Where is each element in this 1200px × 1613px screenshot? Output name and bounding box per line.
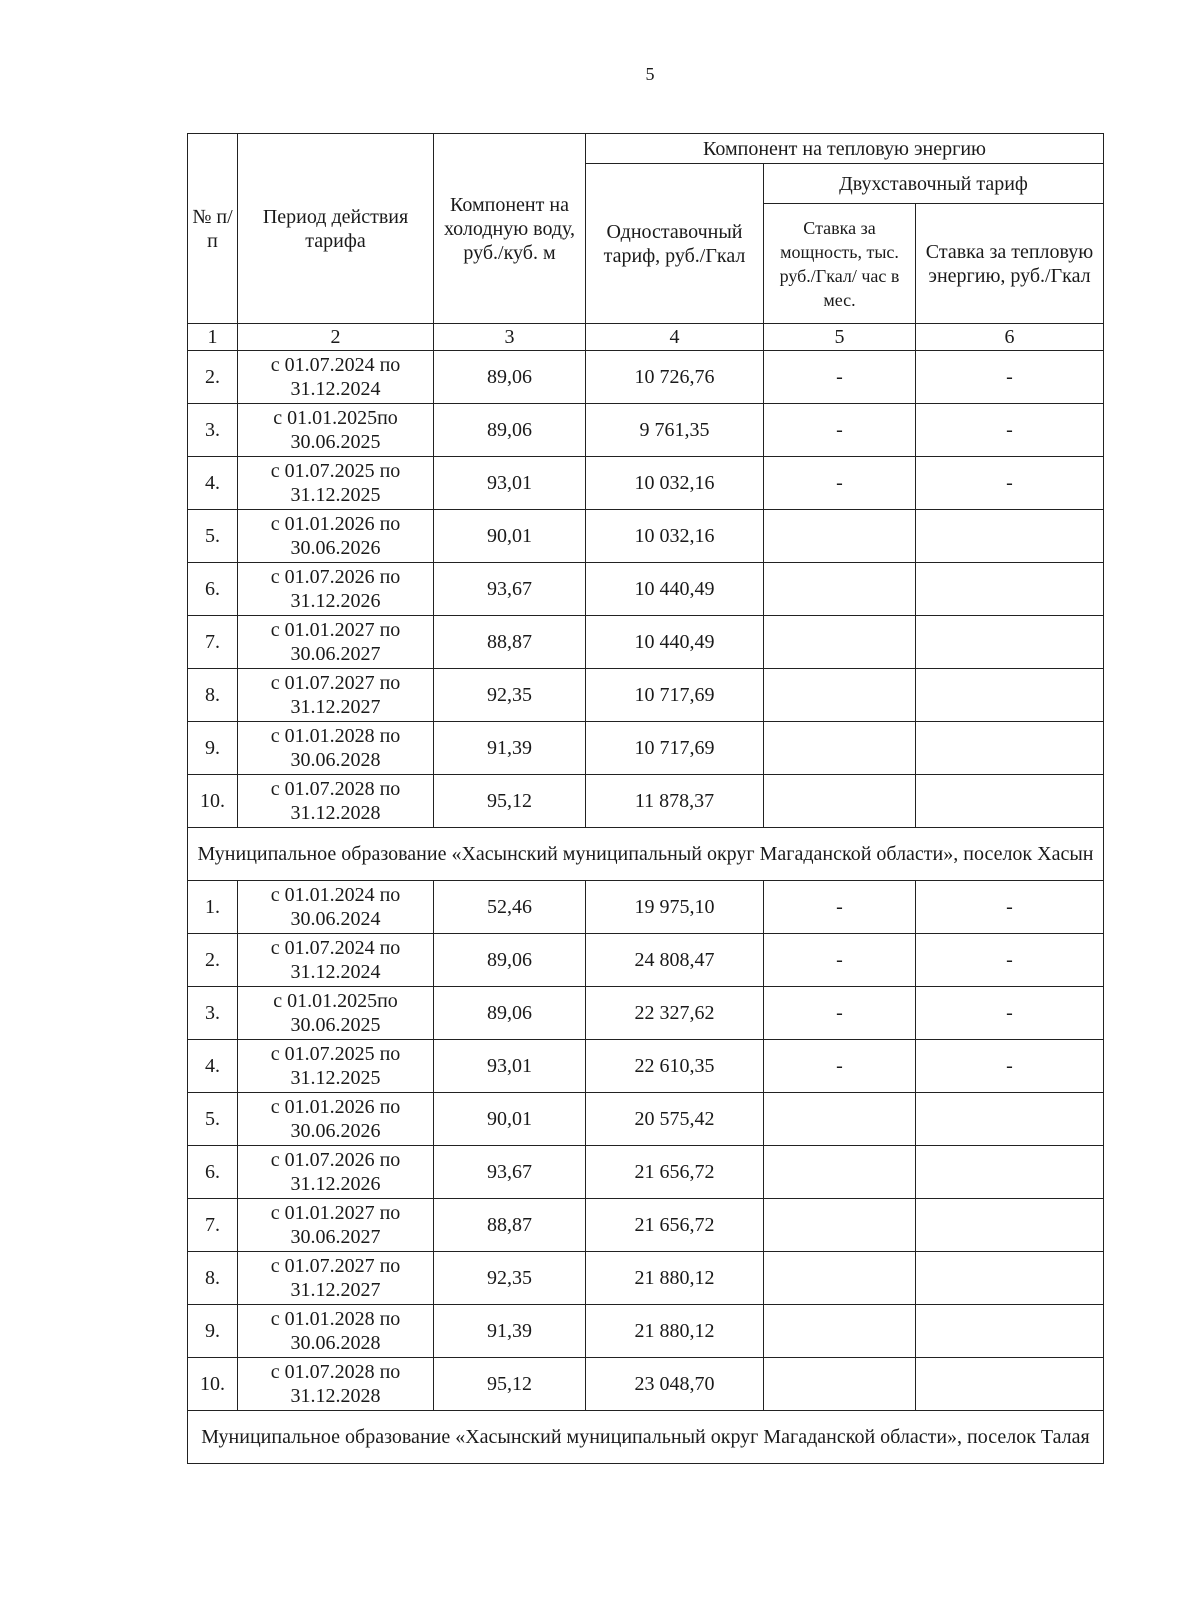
row-cold-water: 93,01 [434, 1040, 586, 1093]
header-cold-water: Компонент на холодную воду, руб./куб. м [434, 134, 586, 324]
column-index: 2 [238, 324, 434, 351]
table-row [188, 1093, 1104, 1146]
row-single-rate: 21 656,72 [586, 1199, 764, 1252]
row-number: 3. [188, 404, 238, 457]
row-period: с 01.07.2024 по 31.12.2024 [238, 351, 434, 404]
table-row [188, 1199, 1104, 1252]
row-period: с 01.07.2026 по 31.12.2026 [238, 563, 434, 616]
row-period: с 01.07.2024 по 31.12.2024 [238, 934, 434, 987]
row-single-rate: 10 440,49 [586, 616, 764, 669]
row-energy-rate: - [916, 987, 1104, 1040]
row-single-rate: 21 880,12 [586, 1252, 764, 1305]
row-single-rate: 9 761,35 [586, 404, 764, 457]
table-row [188, 1040, 1104, 1093]
table-row [188, 457, 1104, 510]
row-number: 10. [188, 1358, 238, 1411]
table-row [188, 775, 1104, 828]
row-single-rate: 10 717,69 [586, 722, 764, 775]
row-power-rate: - [764, 404, 916, 457]
row-cold-water: 90,01 [434, 510, 586, 563]
row-power-rate: - [764, 934, 916, 987]
table-row [188, 1252, 1104, 1305]
table-row [188, 987, 1104, 1040]
column-index: 3 [434, 324, 586, 351]
row-number: 3. [188, 987, 238, 1040]
row-energy-rate [916, 1305, 1104, 1358]
row-number: 5. [188, 510, 238, 563]
row-single-rate: 21 656,72 [586, 1146, 764, 1199]
header-single-rate: Одноставочный тариф, руб./Гкал [586, 164, 764, 324]
column-index: 6 [916, 324, 1104, 351]
row-single-rate: 22 610,35 [586, 1040, 764, 1093]
column-index: 5 [764, 324, 916, 351]
row-single-rate: 22 327,62 [586, 987, 764, 1040]
header-energy-rate: Ставка за тепловую энергию, руб./Гкал [916, 204, 1104, 324]
row-cold-water: 91,39 [434, 722, 586, 775]
row-single-rate: 23 048,70 [586, 1358, 764, 1411]
row-cold-water: 89,06 [434, 351, 586, 404]
section-khasyn: Муниципальное образование «Хасынский муниципальный округ Магаданской области», поселок Хасын [188, 828, 1104, 881]
row-cold-water: 89,06 [434, 404, 586, 457]
row-number: 8. [188, 1252, 238, 1305]
row-cold-water: 52,46 [434, 881, 586, 934]
row-cold-water: 89,06 [434, 987, 586, 1040]
row-number: 7. [188, 616, 238, 669]
row-single-rate: 11 878,37 [586, 775, 764, 828]
row-energy-rate [916, 1146, 1104, 1199]
row-power-rate [764, 1252, 916, 1305]
row-power-rate: - [764, 881, 916, 934]
row-power-rate [764, 1146, 916, 1199]
row-period: с 01.07.2027 по 31.12.2027 [238, 1252, 434, 1305]
row-period: с 01.01.2026 по 30.06.2026 [238, 510, 434, 563]
row-cold-water: 88,87 [434, 1199, 586, 1252]
row-single-rate: 10 440,49 [586, 563, 764, 616]
row-period: с 01.01.2027 по 30.06.2027 [238, 1199, 434, 1252]
row-power-rate [764, 1305, 916, 1358]
row-power-rate [764, 775, 916, 828]
table-row [188, 1358, 1104, 1411]
row-energy-rate: - [916, 404, 1104, 457]
row-period: с 01.07.2027 по 31.12.2027 [238, 669, 434, 722]
header-two-rate: Двухставочный тариф [764, 164, 1104, 204]
row-energy-rate [916, 510, 1104, 563]
row-cold-water: 91,39 [434, 1305, 586, 1358]
row-period: с 01.07.2026 по 31.12.2026 [238, 1146, 434, 1199]
section-row [188, 828, 1104, 881]
row-energy-rate: - [916, 881, 1104, 934]
row-energy-rate [916, 775, 1104, 828]
row-number: 2. [188, 934, 238, 987]
table-row [188, 934, 1104, 987]
table-row [188, 722, 1104, 775]
tariff-table [187, 133, 1104, 1464]
row-energy-rate [916, 563, 1104, 616]
row-number: 7. [188, 1199, 238, 1252]
column-index-row [188, 324, 1104, 351]
row-period: с 01.07.2025 по 31.12.2025 [238, 457, 434, 510]
row-number: 5. [188, 1093, 238, 1146]
row-power-rate [764, 1199, 916, 1252]
row-number: 4. [188, 457, 238, 510]
row-cold-water: 93,01 [434, 457, 586, 510]
row-energy-rate: - [916, 351, 1104, 404]
row-single-rate: 20 575,42 [586, 1093, 764, 1146]
page-number: 5 [645, 64, 655, 84]
row-power-rate [764, 669, 916, 722]
row-period: с 01.01.2028 по 30.06.2028 [238, 722, 434, 775]
row-energy-rate: - [916, 1040, 1104, 1093]
header-heat-component: Компонент на тепловую энергию [586, 134, 1104, 164]
row-energy-rate [916, 1093, 1104, 1146]
table-row [188, 616, 1104, 669]
row-number: 10. [188, 775, 238, 828]
row-cold-water: 92,35 [434, 669, 586, 722]
row-number: 4. [188, 1040, 238, 1093]
row-cold-water: 89,06 [434, 934, 586, 987]
row-period: с 01.01.2026 по 30.06.2026 [238, 1093, 434, 1146]
row-period: с 01.01.2025по 30.06.2025 [238, 987, 434, 1040]
row-single-rate: 10 717,69 [586, 669, 764, 722]
row-single-rate: 19 975,10 [586, 881, 764, 934]
row-single-rate: 10 726,76 [586, 351, 764, 404]
row-energy-rate [916, 722, 1104, 775]
row-cold-water: 92,35 [434, 1252, 586, 1305]
table-row [188, 510, 1104, 563]
row-cold-water: 93,67 [434, 563, 586, 616]
row-number: 8. [188, 669, 238, 722]
row-period: с 01.01.2028 по 30.06.2028 [238, 1305, 434, 1358]
row-energy-rate [916, 669, 1104, 722]
row-single-rate: 24 808,47 [586, 934, 764, 987]
row-energy-rate: - [916, 457, 1104, 510]
row-energy-rate [916, 1252, 1104, 1305]
row-cold-water: 90,01 [434, 1093, 586, 1146]
header-period: Период действия тарифа [238, 134, 434, 324]
column-index: 1 [188, 324, 238, 351]
row-power-rate: - [764, 351, 916, 404]
header-num: № п/п [188, 134, 238, 324]
row-number: 6. [188, 1146, 238, 1199]
row-number: 2. [188, 351, 238, 404]
row-number: 9. [188, 1305, 238, 1358]
row-cold-water: 93,67 [434, 1146, 586, 1199]
table-row [188, 881, 1104, 934]
row-number: 1. [188, 881, 238, 934]
row-period: с 01.07.2025 по 31.12.2025 [238, 1040, 434, 1093]
table-row [188, 669, 1104, 722]
section-talaya: Муниципальное образование «Хасынский муниципальный округ Магаданской области», поселок Талая [188, 1411, 1104, 1464]
row-power-rate: - [764, 1040, 916, 1093]
row-energy-rate [916, 616, 1104, 669]
row-cold-water: 88,87 [434, 616, 586, 669]
row-power-rate [764, 722, 916, 775]
row-period: с 01.07.2028 по 31.12.2028 [238, 1358, 434, 1411]
row-energy-rate [916, 1199, 1104, 1252]
table-row [188, 563, 1104, 616]
row-power-rate [764, 1358, 916, 1411]
table-row [188, 1305, 1104, 1358]
row-power-rate: - [764, 457, 916, 510]
row-power-rate [764, 563, 916, 616]
table-row [188, 404, 1104, 457]
column-index: 4 [586, 324, 764, 351]
row-cold-water: 95,12 [434, 1358, 586, 1411]
row-power-rate: - [764, 987, 916, 1040]
row-single-rate: 10 032,16 [586, 457, 764, 510]
row-single-rate: 10 032,16 [586, 510, 764, 563]
row-cold-water: 95,12 [434, 775, 586, 828]
row-period: с 01.01.2025по 30.06.2025 [238, 404, 434, 457]
row-period: с 01.07.2028 по 31.12.2028 [238, 775, 434, 828]
section-row [188, 1411, 1104, 1464]
row-power-rate [764, 510, 916, 563]
row-energy-rate: - [916, 934, 1104, 987]
header-power-rate: Ставка за мощность, тыс. руб./Гкал/ час в мес. [764, 204, 916, 324]
row-power-rate [764, 616, 916, 669]
table-row [188, 351, 1104, 404]
row-period: с 01.01.2027 по 30.06.2027 [238, 616, 434, 669]
row-energy-rate [916, 1358, 1104, 1411]
row-number: 6. [188, 563, 238, 616]
row-power-rate [764, 1093, 916, 1146]
table-row [188, 1146, 1104, 1199]
row-period: с 01.01.2024 по 30.06.2024 [238, 881, 434, 934]
row-number: 9. [188, 722, 238, 775]
row-single-rate: 21 880,12 [586, 1305, 764, 1358]
